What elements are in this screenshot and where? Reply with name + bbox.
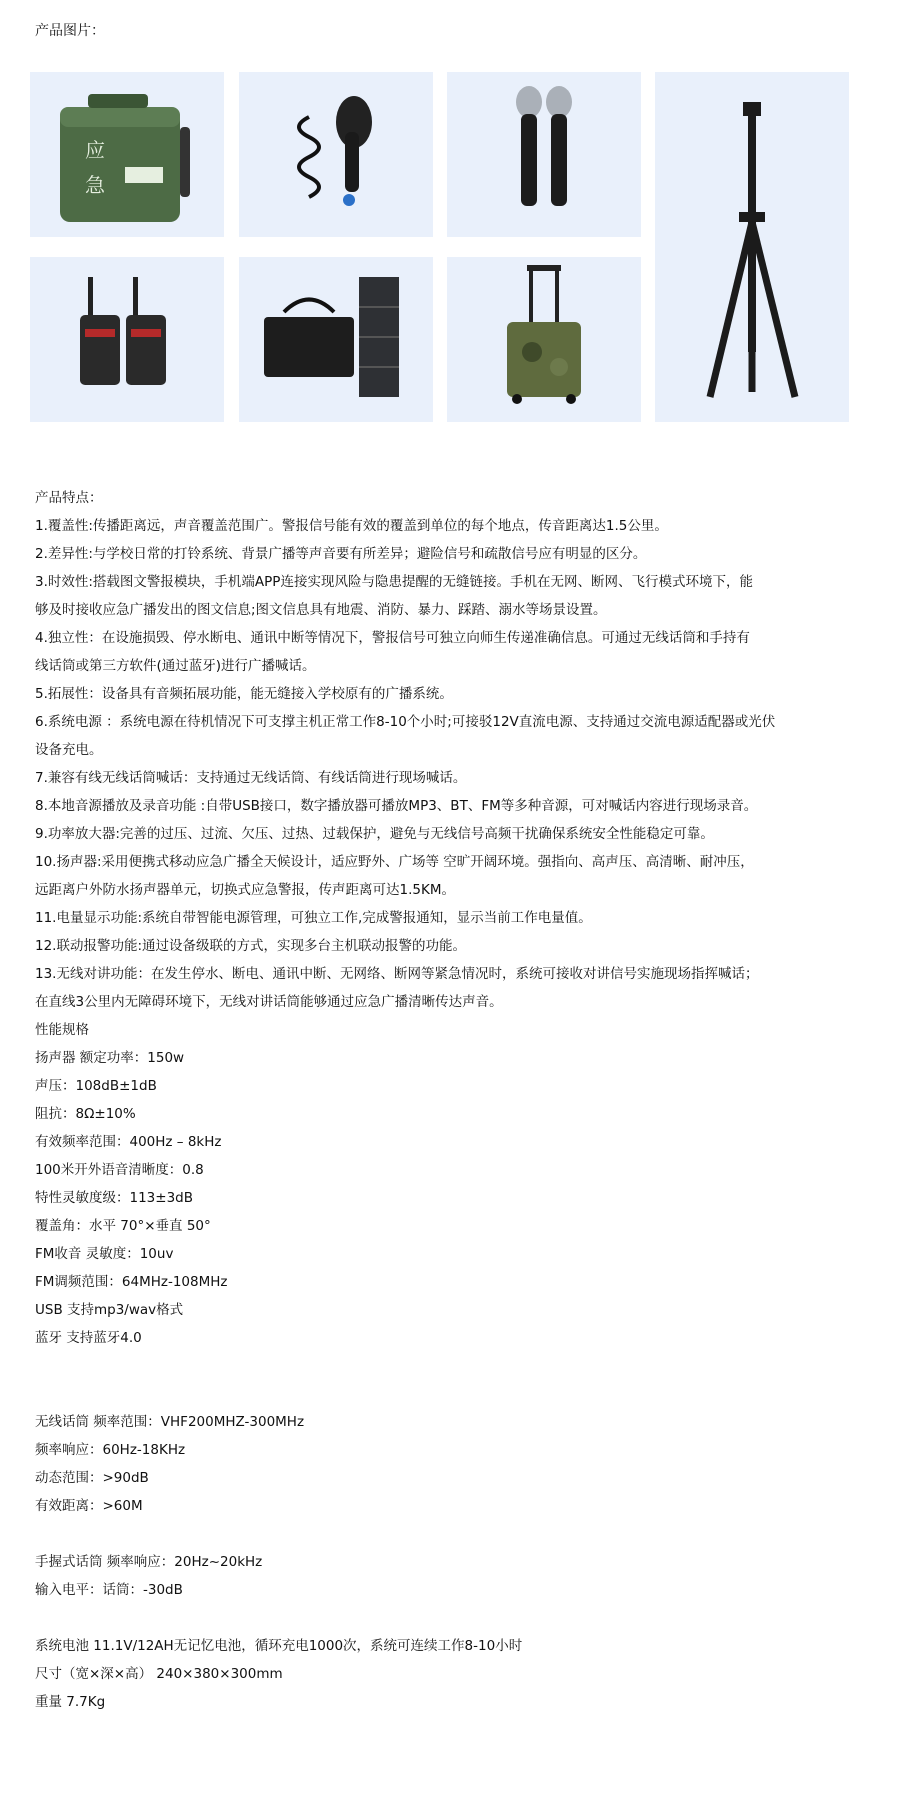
product-gallery: [30, 72, 842, 444]
feature-line: 9.功率放大器:完善的过压、过流、欠压、过热、过载保护，避免与无线信号高频干扰确保系统安全性能稳定可靠。: [35, 826, 714, 842]
spec-line: 动态范围：>90dB: [35, 1470, 149, 1486]
feature-line: 够及时接收应急广播发出的图文信息;图文信息具有地震、消防、暴力、踩踏、溺水等场景设置。: [35, 602, 607, 618]
spec-line: 重量 7.7Kg: [35, 1694, 106, 1710]
feature-line: 13.无线对讲功能：在发生停水、断电、通讯中断、无网络、断网等紧急情况时，系统可接收对讲信号实施现场指挥喊话；: [35, 966, 759, 982]
feature-line: 4.独立性：在设施损毁、停水断电、通讯中断等情况下，警报信号可独立向师生传递准确信息。可通过无线话筒和手持有: [35, 630, 750, 646]
spec-line: FM调频范围：64MHz-108MHz: [35, 1274, 228, 1290]
feature-line: 3.时效性:搭载图文警报模块，手机端APP连接实现风险与隐患提醒的无缝链接。手机在无网、断网、飞行模式环境下，能: [35, 574, 753, 590]
features-title: 产品特点：: [35, 490, 103, 506]
spec-line: 尺寸（宽×深×高） 240×380×300mm: [35, 1666, 283, 1682]
feature-line: 11.电量显示功能:系统自带智能电源管理，可独立工作,完成警报通知，显示当前工作电量值。: [35, 910, 592, 926]
spec-line: 手握式话筒 频率响应：20Hz~20kHz: [35, 1554, 263, 1570]
feature-line: 远距离户外防水扬声器单元，切换式应急警报，传声距离可达1.5KM。: [35, 882, 455, 898]
product-image-trolley-case: [447, 257, 641, 422]
spec-line: FM收音 灵敏度：10uv: [35, 1246, 174, 1262]
spec-line: 系统电池 11.1V/12AH无记忆电池，循环充电1000次，系统可连续工作8-10小时: [35, 1638, 523, 1654]
feature-line: 2.差异性:与学校日常的打铃系统、背景广播等声音要有所差异；避险信号和疏散信号应有明显的区分。: [35, 546, 647, 562]
feature-line: 5.拓展性：设备具有音频拓展功能，能无缝接入学校原有的广播系统。: [35, 686, 453, 702]
feature-line: 8.本地音源播放及录音功能 :自带USB接口，数字播放器可播放MP3、BT、FM等多种音源，可对喊话内容进行现场录音。: [35, 798, 758, 814]
product-image-tripod-stand: [655, 72, 849, 422]
svg-text:应: 应: [85, 138, 105, 162]
feature-line: 6.系统电源 ：系统电源在待机情况下可支撑主机正常工作8-10个小时;可接驳12V直流电源、支持通过交流电源适配器或光伏: [35, 714, 776, 730]
spec-line: 有效距离：>60M: [35, 1498, 143, 1514]
spec-line: USB 支持mp3/wav格式: [35, 1302, 184, 1318]
spec-line: 特性灵敏度级：113±3dB: [35, 1190, 193, 1206]
svg-text:急: 急: [85, 173, 105, 197]
feature-line: 1.覆盖性:传播距离远，声音覆盖范围广。警报信号能有效的覆盖到单位的每个地点，传音距离达1.5公里。: [35, 518, 668, 534]
spec-line: 蓝牙 支持蓝牙4.0: [35, 1330, 142, 1346]
feature-line: 7.兼容有线无线话筒喊话：支持通过无线话筒、有线话筒进行现场喊话。: [35, 770, 467, 786]
spec-line: 输入电平：话筒：-30dB: [35, 1582, 183, 1598]
spec-line: 无线话筒 频率范围：VHF200MHZ-300MHz: [35, 1414, 305, 1430]
feature-line: 12.联动报警功能:通过设备级联的方式，实现多台主机联动报警的功能。: [35, 938, 467, 954]
product-image-wireless-mics: [447, 72, 641, 237]
product-image-handheld-mic: [239, 72, 433, 237]
spec-line: 有效频率范围：400Hz – 8kHz: [35, 1134, 222, 1150]
spec-line: 声压：108dB±1dB: [35, 1078, 157, 1094]
spec-line: 100米开外语音清晰度：0.8: [35, 1162, 204, 1178]
product-text: [35, 484, 885, 1716]
specs-title: 性能规格: [35, 1022, 89, 1038]
product-image-bag-solar-panel: [239, 257, 433, 422]
feature-line: 在直线3公里内无障碍环境下，无线对讲话筒能够通过应急广播清晰传达声音。: [35, 994, 503, 1010]
product-image-emergency-box: [30, 72, 224, 237]
images-title: 产品图片：: [35, 23, 105, 39]
feature-line: 设备充电。: [35, 742, 103, 758]
spec-line: 覆盖角：水平 70°×垂直 50°: [35, 1218, 211, 1234]
feature-line: 线话筒或第三方软件(通过蓝牙)进行广播喊话。: [35, 658, 316, 674]
spec-line: 扬声器 额定功率：150w: [35, 1050, 185, 1066]
spec-line: 频率响应：60Hz-18KHz: [35, 1442, 186, 1458]
product-image-walkie-talkies: [30, 257, 224, 422]
spec-line: 阻抗：8Ω±10%: [35, 1106, 136, 1122]
feature-line: 10.扬声器:采用便携式移动应急广播全天候设计，适应野外、广场等 空旷开阔环境。强指向、高声压、高清晰、耐冲压，: [35, 854, 754, 870]
